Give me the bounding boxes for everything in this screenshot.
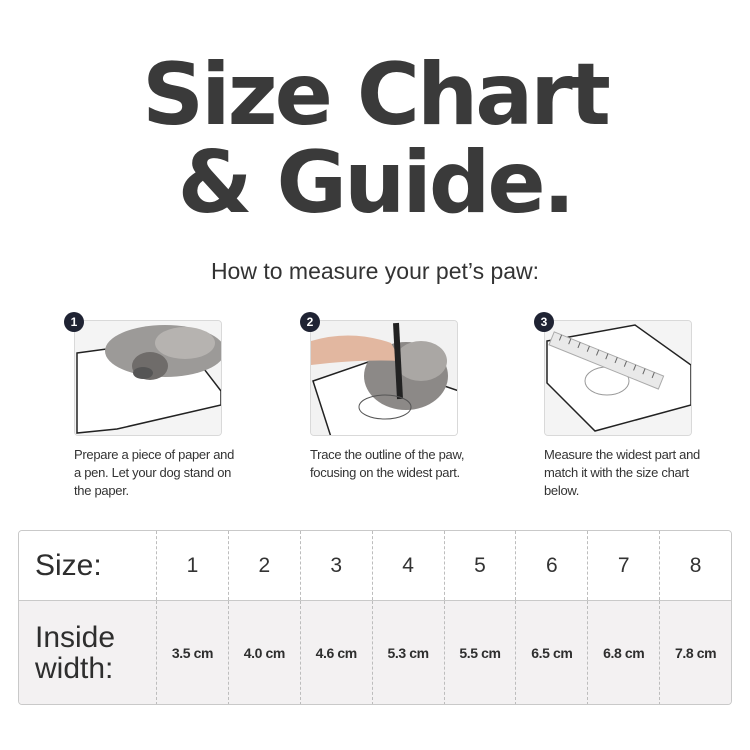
step-3-text: Measure the widest part and match it with the size chart below. (544, 447, 700, 498)
step-number-badge: 2 (300, 312, 320, 332)
size-cell: 3 (300, 531, 372, 600)
step-1-text: Prepare a piece of paper and a pen. Let your dog stand on the paper. (74, 447, 234, 498)
step-2-text: Trace the outline of the paw, focusing on the widest part. (310, 447, 465, 480)
width-row-header: Inside width: (35, 620, 116, 685)
size-cell: 2 (228, 531, 300, 600)
width-row (19, 601, 731, 705)
width-cell: 4.0 cm (228, 601, 300, 705)
size-cell: 7 (587, 531, 659, 600)
width-cell: 6.5 cm (515, 601, 587, 705)
step-number-badge: 1 (64, 312, 84, 332)
measuring-ruler-image (544, 320, 692, 436)
size-cell: 5 (444, 531, 516, 600)
size-cell: 1 (156, 531, 228, 600)
tracing-paw-image (310, 320, 458, 436)
page-title-line1: Size Chart (142, 45, 608, 145)
size-chart-table (18, 530, 732, 705)
width-cell: 4.6 cm (300, 601, 372, 705)
size-cell: 4 (372, 531, 444, 600)
width-cell: 5.3 cm (372, 601, 444, 705)
paw-on-paper-image (74, 320, 222, 436)
page-subtitle: How to measure your pet’s paw: (210, 258, 540, 284)
width-cell: 7.8 cm (659, 601, 731, 705)
width-cell: 5.5 cm (444, 601, 516, 705)
width-cell: 3.5 cm (156, 601, 228, 705)
size-row (19, 531, 731, 601)
page-title-line2: & Guide. (177, 133, 573, 233)
size-cell: 8 (659, 531, 731, 600)
size-row-header: Size: (35, 548, 102, 582)
step-number-badge: 3 (534, 312, 554, 332)
width-cell: 6.8 cm (587, 601, 659, 705)
size-cell: 6 (515, 531, 587, 600)
